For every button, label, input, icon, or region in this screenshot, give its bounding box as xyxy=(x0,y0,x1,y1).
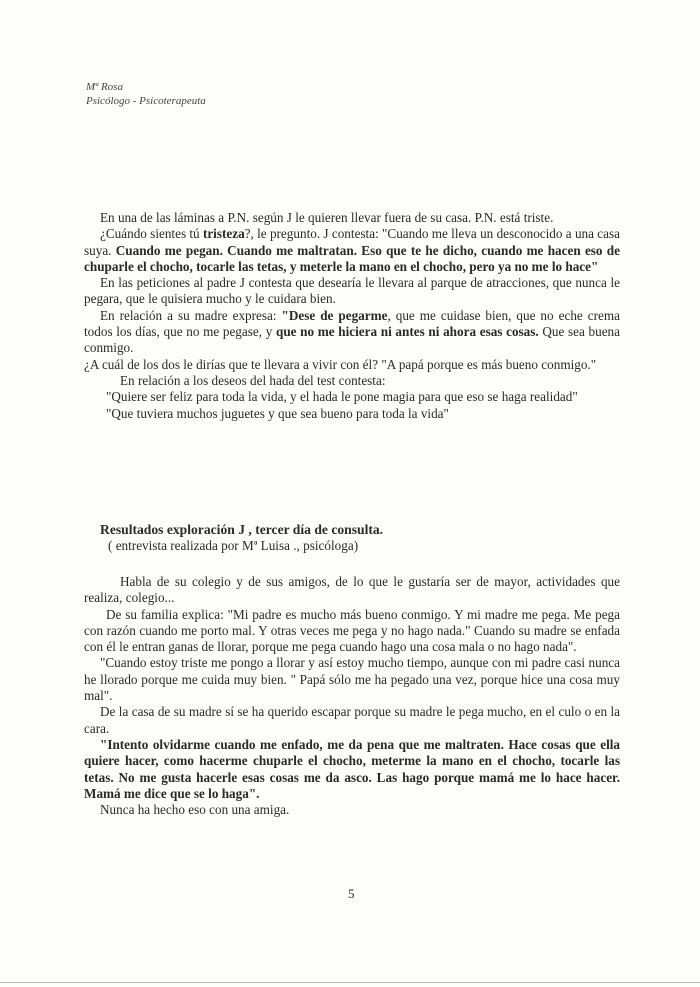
paragraph: De la casa de su madre sí se ha querido escapar porque su madre le pega mucho, en el culo o en la cara. xyxy=(84,704,620,736)
bold-text: Cuando me pegan. Cuando me maltratan. Eso que te he dicho, cuando me hacen eso de chuparle el chocho, tocarle las tetas, y meterle la mano en el chocho, pero ya no me lo hace" xyxy=(84,242,620,274)
page-number: 5 xyxy=(348,886,355,901)
paragraph: En una de las láminas a P.N. según J le quieren llevar fuera de su casa. P.N. está triste. xyxy=(100,210,554,225)
paragraph xyxy=(84,226,620,275)
paragraph: Nunca ha hecho eso con una amiga. xyxy=(100,802,290,818)
paragraph: Habla de su colegio y de sus amigos, de lo que le gustaría ser de mayor, actividades que realiza, colegio... xyxy=(84,574,620,606)
bold-text: tristeza xyxy=(202,226,245,242)
paragraph: "Quiere ser feliz para toda la vida, y el hada le pone magia para que eso se haga realidad" xyxy=(106,389,578,405)
paragraph: "Que tuviera muchos juguetes y que sea bueno para toda la vida" xyxy=(106,405,449,421)
author-role: Psicólogo - Psicoterapeuta xyxy=(86,95,206,107)
paragraph: "Intento olvidarme cuando me enfado, me da pena que me maltraten. Hace cosas que ella quiere hacer, como hacerme chuparle el chocho, meterme la mano en el chocho, tocarle las tetas. No me gusta hacerle esas cosas me da asco. Las hago porque mamá me lo hace hacer. Mamá me dice que se lo haga". xyxy=(84,736,620,801)
bold-text: "Dese de pegarme xyxy=(281,307,388,323)
paragraph: De su familia explica: "Mi padre es mucho más bueno conmigo. Y mi madre me pega. Me pega con razón cuando me porto mal. Y otras veces me pega y no hago nada." Cuando su madre se enfada con él le entran ganas de llorar, porque me pega cuando hago una cosa mala o no hago nada". xyxy=(84,606,620,655)
paragraph xyxy=(84,308,620,357)
text-run: En relación a su madre expresa: xyxy=(100,307,282,323)
section-title: Resultados exploración J , tercer día de consulta. xyxy=(100,522,384,537)
section-subtitle: ( entrevista realizada por Mª Luisa ., psicóloga) xyxy=(108,538,359,554)
paragraph: ¿A cuál de los dos le dirías que te llevara a vivir con él? "A papá porque es más bueno conmigo." xyxy=(84,356,597,372)
text-run: , que me cuidase bien, que no eche crema todos los días, que no me pegase, y xyxy=(84,307,620,340)
author-name: Mª Rosa xyxy=(86,81,123,93)
letterhead xyxy=(86,80,206,108)
paragraph: "Cuando estoy triste me pongo a llorar y así estoy mucho tiempo, aunque con mi padre casi nunca he llorado porque me cuida muy bien. " Papá sólo me ha pegado una vez, porque hice una cosa muy mal". xyxy=(84,655,620,704)
text-run: ?, le pregunto. J contesta: "Cuando me lleva un desconocido a una casa suya. xyxy=(84,226,620,258)
scan-edge-line xyxy=(0,982,700,983)
text-run: ¿Cuándo sientes tú xyxy=(100,226,203,242)
text-run: Que sea buena conmigo. xyxy=(84,324,621,356)
paragraph: En relación a los deseos del hada del test contesta: xyxy=(120,372,386,388)
paragraph: En las peticiones al padre J contesta que desearía le llevara al parque de atracciones, que nunca le pegara, que le quisiera mucho y le cuidara bien. xyxy=(84,275,620,307)
bold-text: que no me hiciera ni antes ni ahora esas cosas. xyxy=(275,324,539,340)
third-day-results-section xyxy=(84,574,620,818)
test-results-section xyxy=(84,210,620,422)
section-heading xyxy=(84,522,620,555)
